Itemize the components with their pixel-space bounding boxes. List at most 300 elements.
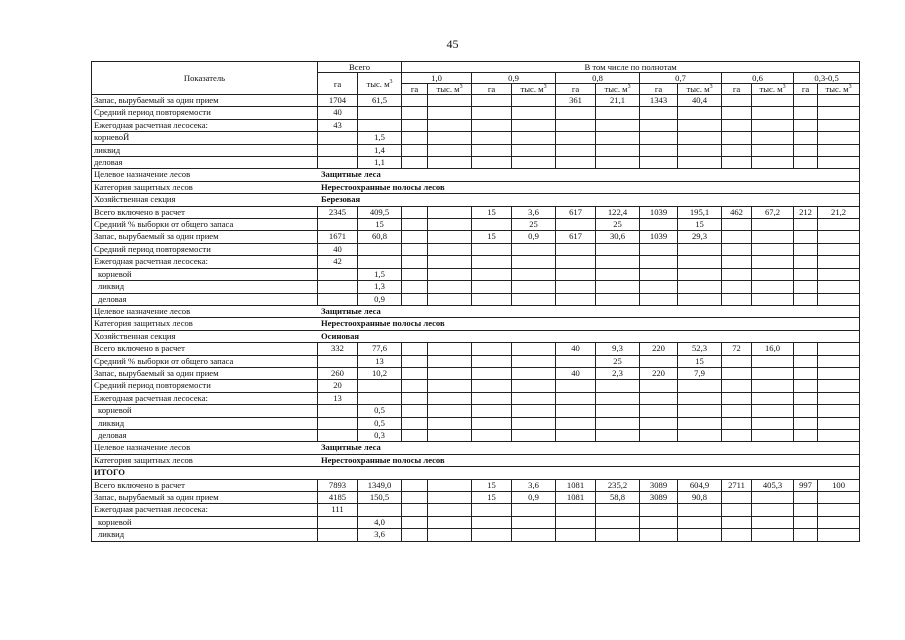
table-cell: [596, 429, 640, 441]
table-cell: [752, 281, 794, 293]
table-cell: [512, 268, 556, 280]
table-cell: [472, 107, 512, 119]
table-cell: [428, 268, 472, 280]
table-cell: [318, 132, 358, 144]
table-cell: [402, 504, 428, 516]
table-cell: [318, 281, 358, 293]
total-heading-row: [92, 467, 860, 479]
table-cell: [752, 268, 794, 280]
table-cell: [556, 380, 596, 392]
table-cell: [428, 355, 472, 367]
table-cell: [512, 107, 556, 119]
table-cell: [640, 429, 678, 441]
table-cell: 16,0: [752, 343, 794, 355]
table-cell: 3089: [640, 479, 678, 491]
table-cell: [752, 119, 794, 131]
row-label: ликвид: [92, 281, 318, 293]
row-label: Категория защитных лесов: [92, 318, 318, 330]
table-cell: [596, 380, 640, 392]
table-cell: 42: [318, 256, 358, 268]
section-value: Защитные леса: [318, 305, 860, 317]
table-cell: 1,5: [358, 268, 402, 280]
table-cell: [358, 107, 402, 119]
row-label: Хозяйственная секция: [92, 194, 318, 206]
table-cell: [358, 119, 402, 131]
table-cell: [512, 529, 556, 541]
row-label: Всего включено в расчет: [92, 479, 318, 491]
table-cell: 617: [556, 231, 596, 243]
header-density: 0,3-0,5: [794, 73, 860, 84]
table-cell: [794, 516, 818, 528]
table-cell: [722, 516, 752, 528]
table-cell: 67,2: [752, 206, 794, 218]
header-unit-ha: га: [402, 84, 428, 95]
table-cell: [402, 392, 428, 404]
table-cell: [794, 504, 818, 516]
table-cell: 21,1: [596, 95, 640, 107]
row-label: Средний период повторяемости: [92, 107, 318, 119]
table-cell: [722, 405, 752, 417]
table-cell: [640, 417, 678, 429]
table-cell: 361: [556, 95, 596, 107]
header-unit-ha: га: [640, 84, 678, 95]
table-cell: 15: [472, 492, 512, 504]
table-cell: [428, 219, 472, 231]
table-row: [92, 367, 860, 379]
table-cell: [678, 256, 722, 268]
header-unit-volume: тыс. $м^3$: [428, 84, 472, 95]
section-row: [92, 318, 860, 330]
table-row: [92, 479, 860, 491]
table-cell: [428, 144, 472, 156]
table-cell: [722, 293, 752, 305]
table-cell: [596, 157, 640, 169]
table-cell: [512, 417, 556, 429]
table-cell: 4185: [318, 492, 358, 504]
section-row: [92, 454, 860, 466]
table-cell: [794, 492, 818, 504]
table-row: [92, 417, 860, 429]
table-cell: [640, 392, 678, 404]
table-cell: [512, 516, 556, 528]
table-cell: [556, 504, 596, 516]
table-cell: 77,6: [358, 343, 402, 355]
table-cell: [794, 144, 818, 156]
table-cell: [678, 132, 722, 144]
table-cell: [512, 95, 556, 107]
table-cell: [428, 516, 472, 528]
table-cell: [722, 219, 752, 231]
table-cell: [794, 231, 818, 243]
table-cell: 72: [722, 343, 752, 355]
table-cell: 20: [318, 380, 358, 392]
table-cell: [678, 417, 722, 429]
table-cell: [722, 243, 752, 255]
table-cell: [428, 95, 472, 107]
table-row: [92, 281, 860, 293]
header-density: 1,0: [402, 73, 472, 84]
table-cell: 13: [318, 392, 358, 404]
table-cell: [472, 392, 512, 404]
table-cell: [472, 429, 512, 441]
table-cell: 1081: [556, 479, 596, 491]
table-cell: [818, 516, 860, 528]
row-label: Всего включено в расчет: [92, 343, 318, 355]
table-cell: [556, 293, 596, 305]
table-cell: [402, 492, 428, 504]
table-cell: [818, 231, 860, 243]
table-cell: [472, 516, 512, 528]
table-cell: 617: [556, 206, 596, 218]
table-cell: 2711: [722, 479, 752, 491]
table-cell: [818, 243, 860, 255]
table-cell: [818, 529, 860, 541]
table-cell: [428, 119, 472, 131]
row-label: ликвид: [92, 417, 318, 429]
table-cell: [818, 107, 860, 119]
header-density: 0,7: [640, 73, 722, 84]
table-cell: [358, 256, 402, 268]
table-cell: [678, 157, 722, 169]
table-cell: [428, 293, 472, 305]
table-cell: [818, 380, 860, 392]
row-label: деловая: [92, 429, 318, 441]
table-cell: [818, 256, 860, 268]
header-density: 0,8: [556, 73, 640, 84]
table-cell: [318, 144, 358, 156]
table-cell: [402, 516, 428, 528]
table-cell: [640, 516, 678, 528]
header-unit-ha: га: [472, 84, 512, 95]
table-cell: [428, 405, 472, 417]
table-cell: [472, 157, 512, 169]
table-cell: [752, 219, 794, 231]
table-cell: [818, 281, 860, 293]
table-cell: [752, 107, 794, 119]
table-cell: [428, 243, 472, 255]
table-cell: [722, 355, 752, 367]
table-cell: [596, 119, 640, 131]
table-cell: [556, 355, 596, 367]
table-cell: 100: [818, 479, 860, 491]
row-label: корневой: [92, 405, 318, 417]
section-value: Защитные леса: [318, 442, 860, 454]
header-density: 0,6: [722, 73, 794, 84]
table-cell: [512, 132, 556, 144]
table-cell: [428, 504, 472, 516]
table-cell: [818, 367, 860, 379]
table-cell: [472, 132, 512, 144]
table-cell: 60,8: [358, 231, 402, 243]
table-cell: [318, 219, 358, 231]
table-cell: [556, 392, 596, 404]
table-cell: [472, 219, 512, 231]
table-row: [92, 206, 860, 218]
header-by-density: В том числе по полнотам: [402, 62, 860, 73]
table-cell: 15: [678, 355, 722, 367]
table-cell: [318, 429, 358, 441]
table-cell: [472, 367, 512, 379]
table-cell: [752, 144, 794, 156]
table-cell: [818, 157, 860, 169]
table-cell: [818, 405, 860, 417]
row-label: деловая: [92, 293, 318, 305]
table-cell: [512, 144, 556, 156]
table-cell: [794, 157, 818, 169]
table-cell: 1039: [640, 206, 678, 218]
table-cell: [318, 293, 358, 305]
header-unit-volume: тыс. $м^3$: [678, 84, 722, 95]
table-row: [92, 529, 860, 541]
table-cell: [402, 293, 428, 305]
row-label: Запас, вырубаемый за один прием: [92, 231, 318, 243]
table-cell: 212: [794, 206, 818, 218]
table-cell: [722, 268, 752, 280]
table-cell: [678, 107, 722, 119]
row-label: Запас, вырубаемый за один прием: [92, 95, 318, 107]
section-value: Нерестоохранные полосы лесов: [318, 181, 860, 193]
table-cell: [428, 157, 472, 169]
table-cell: [318, 157, 358, 169]
table-cell: [752, 417, 794, 429]
row-label: деловая: [92, 157, 318, 169]
row-label: Ежегодная расчетная лесосека:: [92, 119, 318, 131]
table-cell: 7893: [318, 479, 358, 491]
table-cell: [794, 367, 818, 379]
table-cell: [722, 392, 752, 404]
table-cell: [640, 144, 678, 156]
table-cell: [794, 132, 818, 144]
table-cell: 0,5: [358, 405, 402, 417]
table-cell: [556, 107, 596, 119]
table-cell: [752, 392, 794, 404]
table-cell: [818, 504, 860, 516]
table-cell: [596, 417, 640, 429]
table-cell: [402, 256, 428, 268]
table-cell: [640, 243, 678, 255]
row-label: ликвид: [92, 144, 318, 156]
table-cell: [402, 367, 428, 379]
row-label: Ежегодная расчетная лесосека:: [92, 504, 318, 516]
table-row: [92, 231, 860, 243]
table-cell: [596, 268, 640, 280]
table-cell: [794, 243, 818, 255]
table-cell: 40: [556, 343, 596, 355]
section-row: [92, 442, 860, 454]
table-cell: [472, 293, 512, 305]
table-cell: [678, 293, 722, 305]
table-cell: [358, 504, 402, 516]
table-cell: [402, 355, 428, 367]
table-cell: [402, 380, 428, 392]
table-cell: [752, 231, 794, 243]
table-cell: [428, 281, 472, 293]
table-cell: [752, 367, 794, 379]
table-cell: [402, 107, 428, 119]
section-value: Нерестоохранные полосы лесов: [318, 454, 860, 466]
table-cell: [318, 268, 358, 280]
table-cell: [794, 529, 818, 541]
section-value: Нерестоохранные полосы лесов: [318, 318, 860, 330]
table-cell: [472, 405, 512, 417]
table-cell: [596, 516, 640, 528]
header-unit-ha: га: [794, 84, 818, 95]
table-cell: [596, 107, 640, 119]
table-cell: [794, 107, 818, 119]
table-cell: [722, 504, 752, 516]
table-cell: [818, 144, 860, 156]
table-cell: 2345: [318, 206, 358, 218]
header-total-ha: га: [318, 73, 358, 95]
table-cell: [752, 529, 794, 541]
table-row: [92, 256, 860, 268]
table-cell: [794, 281, 818, 293]
table-cell: [818, 355, 860, 367]
table-row: [92, 405, 860, 417]
table-cell: 220: [640, 343, 678, 355]
table-cell: [640, 132, 678, 144]
table-cell: [640, 281, 678, 293]
table-cell: [818, 119, 860, 131]
table-cell: 25: [512, 219, 556, 231]
table-cell: 4,0: [358, 516, 402, 528]
table-cell: [428, 492, 472, 504]
table-body: [92, 95, 860, 542]
table-cell: [596, 243, 640, 255]
table-row: [92, 243, 860, 255]
table-cell: [472, 355, 512, 367]
table-cell: [556, 243, 596, 255]
table-cell: 15: [472, 479, 512, 491]
table-cell: [752, 405, 794, 417]
table-cell: [818, 429, 860, 441]
table-cell: [678, 144, 722, 156]
row-label: Ежегодная расчетная лесосека:: [92, 392, 318, 404]
table-cell: [818, 293, 860, 305]
table-cell: [722, 157, 752, 169]
table-cell: [556, 268, 596, 280]
table-cell: [358, 380, 402, 392]
table-cell: 260: [318, 367, 358, 379]
table-cell: [512, 256, 556, 268]
table-cell: [752, 492, 794, 504]
table-row: [92, 516, 860, 528]
section-row: [92, 181, 860, 193]
table-cell: [512, 405, 556, 417]
table-cell: 235,2: [596, 479, 640, 491]
table-cell: 15: [472, 206, 512, 218]
table-cell: 1349,0: [358, 479, 402, 491]
table-cell: [472, 417, 512, 429]
table-cell: [472, 119, 512, 131]
table-cell: [472, 343, 512, 355]
table-cell: 10,2: [358, 367, 402, 379]
table-cell: 21,2: [818, 206, 860, 218]
page-number: 45: [446, 37, 459, 51]
table-cell: [640, 529, 678, 541]
table-cell: [318, 355, 358, 367]
table-cell: 0,9: [358, 293, 402, 305]
table-cell: 1039: [640, 231, 678, 243]
table-row: [92, 157, 860, 169]
row-label: Средний % выборки от общего запаса: [92, 355, 318, 367]
table-cell: [512, 504, 556, 516]
table-cell: [556, 405, 596, 417]
section-row: [92, 305, 860, 317]
table-cell: 111: [318, 504, 358, 516]
table-cell: [318, 516, 358, 528]
table-cell: [358, 243, 402, 255]
table-cell: 409,5: [358, 206, 402, 218]
table-cell: [752, 95, 794, 107]
table-row: [92, 107, 860, 119]
table-cell: 3,6: [512, 206, 556, 218]
table-cell: [556, 256, 596, 268]
table-row: [92, 219, 860, 231]
table-cell: [794, 119, 818, 131]
table-cell: [752, 516, 794, 528]
table-cell: [596, 144, 640, 156]
table-cell: [512, 380, 556, 392]
table-cell: [596, 392, 640, 404]
table-cell: 3,6: [512, 479, 556, 491]
row-label: Хозяйственная секция: [92, 330, 318, 342]
row-label: Средний период повторяемости: [92, 243, 318, 255]
section-value: Защитные леса: [318, 169, 860, 181]
row-label: Ежегодная расчетная лесосека:: [92, 256, 318, 268]
table-cell: [596, 132, 640, 144]
table-cell: [512, 392, 556, 404]
table-cell: [472, 256, 512, 268]
table-cell: [752, 293, 794, 305]
table-cell: [402, 405, 428, 417]
section-row: [92, 330, 860, 342]
table-cell: 7,9: [678, 367, 722, 379]
header-unit-volume: тыс. $м^3$: [512, 84, 556, 95]
table-cell: [640, 107, 678, 119]
table-cell: [472, 281, 512, 293]
table-cell: [402, 268, 428, 280]
table-cell: [722, 144, 752, 156]
header-density: 0,9: [472, 73, 556, 84]
table-cell: [402, 243, 428, 255]
table-cell: [402, 429, 428, 441]
table-cell: 15: [472, 231, 512, 243]
table-cell: [512, 243, 556, 255]
table-cell: 1671: [318, 231, 358, 243]
section-value: Березовая: [318, 194, 860, 206]
table-cell: [640, 405, 678, 417]
table-cell: [402, 219, 428, 231]
table-cell: [428, 132, 472, 144]
table-cell: [794, 392, 818, 404]
table-cell: 1343: [640, 95, 678, 107]
table-cell: 52,3: [678, 343, 722, 355]
table-cell: [428, 529, 472, 541]
table-cell: 13: [358, 355, 402, 367]
table-cell: [752, 380, 794, 392]
table-cell: [402, 417, 428, 429]
table-cell: 997: [794, 479, 818, 491]
table-cell: [752, 243, 794, 255]
table-cell: [512, 293, 556, 305]
table-cell: [818, 492, 860, 504]
table-cell: 1,3: [358, 281, 402, 293]
table-cell: 0,9: [512, 231, 556, 243]
table-cell: [678, 392, 722, 404]
table-cell: 15: [358, 219, 402, 231]
header-indicator: Показатель: [92, 62, 318, 95]
